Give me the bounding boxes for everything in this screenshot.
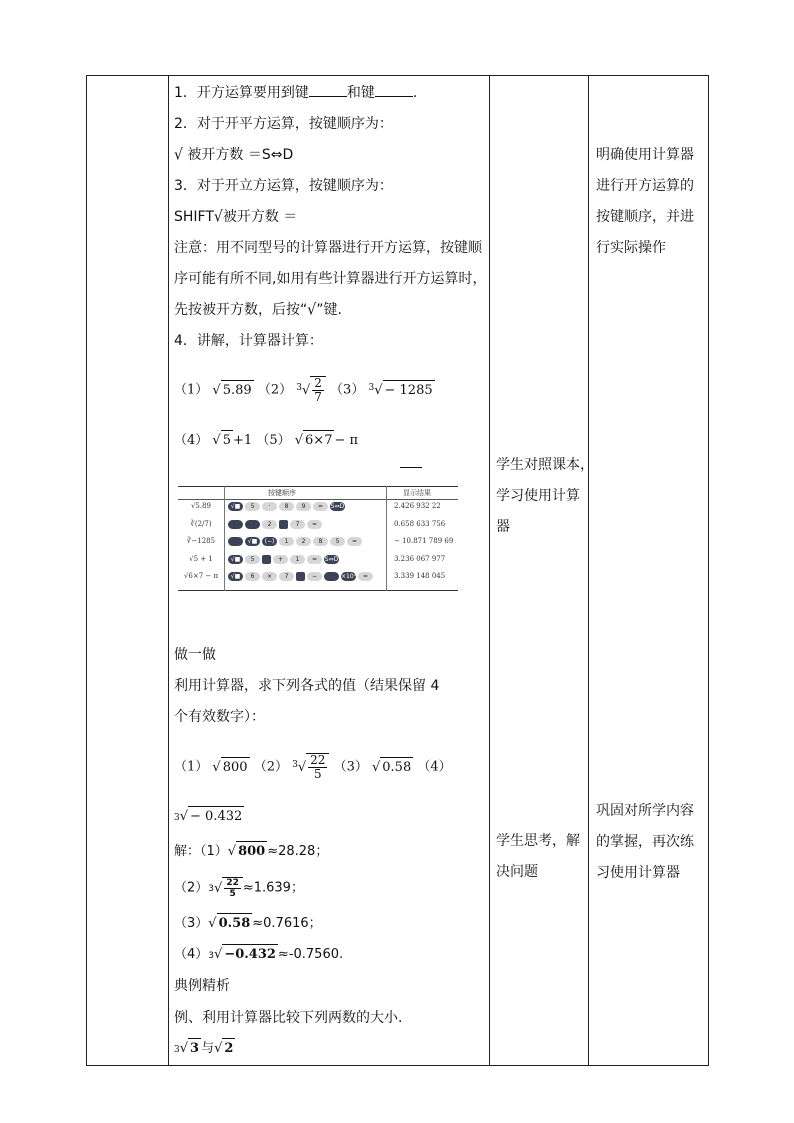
key-sequence (228, 572, 373, 581)
blank-1 (309, 84, 347, 97)
calculator-key-icon: = (307, 520, 322, 529)
keypress-row (178, 520, 458, 538)
calculator-key-icon: √■ (228, 572, 243, 581)
keypress-row (178, 537, 458, 555)
calculator-key-icon: 6 (245, 572, 260, 581)
cbrt-expression: √ −0.432 (214, 944, 278, 965)
key-sequence (228, 537, 362, 546)
calculator-key-icon: = (347, 537, 362, 546)
calculator-key-icon: ×10ˣ (341, 573, 357, 580)
note-line-2: 序可能有所不同,如用有些计算器进行开方运算时， (174, 271, 487, 287)
calculator-key-icon: √■ (228, 555, 243, 564)
line-4: 3．对于开立方运算，按键顺序为： (174, 178, 393, 194)
calculator-key-icon (296, 572, 305, 581)
calculator-key-icon: 5 (330, 537, 345, 546)
line-1: 1．开方运算要用到键 和键 . (174, 85, 418, 101)
sqrt-expression: √ 2 (214, 1038, 235, 1059)
sqrt-expression: √ 0.58 (372, 757, 413, 778)
calculator-key-icon: 9 (296, 502, 311, 511)
note-line-1: 注意：用不同型号的计算器进行开方运算，按键顺 (174, 240, 482, 256)
sqrt-expression: √ 6×7 (295, 430, 335, 451)
cbrt-expression: √ − 1285 (374, 380, 434, 401)
sqrt-key-symbol: √ (213, 208, 223, 226)
keypress-row (178, 572, 458, 590)
blank-2 (375, 84, 413, 97)
examples-row-2: （4） √ 5 +1 （5） √ 6×7 − π (174, 430, 358, 451)
calculator-key-icon: 5 (245, 502, 260, 511)
calculator-key-icon: 8 (313, 537, 328, 546)
sqrt-expression: √ 5 (212, 430, 233, 451)
practice-desc-2: 个有效数字）： (174, 709, 265, 725)
calculator-key-icon: 7 (279, 572, 294, 581)
cbrt-expression: √ − 0.432 (180, 806, 245, 827)
sqrt-key-symbol: √ (307, 301, 317, 319)
keypress-result: − 10.871 789 69 (394, 537, 454, 545)
line-4-heading: 4．讲解，计算器计算： (174, 333, 323, 349)
keypress-expression: √6×7 − π (183, 572, 219, 580)
practice-desc-1: 利用计算器，求下列各式的值（结果保留 4 (174, 678, 440, 694)
sqrt-expression: √ 800 (228, 841, 267, 862)
keypress-expression: √5 + 1 (189, 554, 213, 563)
calculator-key-icon: √■ (245, 537, 260, 546)
calculator-key-icon: 1 (279, 537, 294, 546)
example-problem: 例、利用计算器比较下列两数的大小. (174, 1010, 403, 1026)
keypress-result: 3.339 148 045 (394, 572, 446, 580)
key-sequence (228, 520, 322, 529)
example-title: 典例精析 (174, 978, 230, 994)
calculator-key-icon: 1 (290, 555, 305, 564)
practice-items: （1） √ 800 （2） $^3$√ $\frac{22}{5}$ （3） √ 0.58 （4） (174, 753, 452, 781)
calculator-key-icon: − (307, 572, 322, 581)
sqrt-expression: √ 800 (212, 757, 249, 778)
cbrt-fraction: √ $\frac{2}{7}$ (302, 376, 326, 404)
student-activity-1: 学生对照课本， 学习使用计算 器 (496, 457, 594, 535)
calculator-key-icon: 2 (262, 520, 277, 529)
design-intent-1: 明确使用计算器 进行开方运算的 按键顺序，并进 行实际操作 (596, 147, 694, 256)
cbrt-fraction: √ $\frac{22}{5}$ (298, 753, 330, 781)
solution-2: $(2)^3√$ $\frac{22}{5}$ ≈1.639； (174, 878, 304, 899)
practice-item-4: $^3$√ − 0.432 (174, 806, 244, 827)
cbrt-fraction: √ $\frac{22}{5}$ (214, 877, 243, 899)
solution-1: 解：（1）√ 800 ≈28.28； (174, 841, 328, 862)
solution-3: （3）√ 0.58 ≈0.7616； (174, 913, 322, 934)
design-intent-2: 巩固对所学内容 的掌握，再次练 习使用计算器 (596, 803, 694, 881)
calculator-key-icon (228, 537, 243, 546)
keypress-header: 按键顺序 (268, 489, 296, 497)
calculator-key-icon: 7 (290, 520, 305, 529)
column-divider (168, 75, 169, 1065)
example-compare: $^3$√ 3 与√ 2 (174, 1038, 235, 1059)
result-header: 显示结果 (403, 489, 431, 497)
calculator-key-icon: · (262, 502, 277, 511)
calculator-key-icon: = (313, 502, 328, 511)
solution-4: $(4)^3√ -0.432 \approx-0.7560$. (174, 944, 343, 965)
column-divider (489, 75, 490, 1065)
calculator-key-icon (245, 520, 260, 529)
keypress-expression: ∛−1285 (186, 537, 216, 545)
calculator-key-icon: S⇔D (324, 555, 339, 563)
keypress-table (178, 486, 458, 591)
key-sequence (228, 502, 345, 511)
keypress-result: 0.658 633 756 (394, 519, 446, 528)
calculator-key-icon: = (358, 572, 373, 581)
line-2: 2．对于开平方运算，按键顺序为： (174, 116, 393, 132)
keypress-expression: √5.89 (190, 502, 212, 510)
calculator-key-icon (324, 572, 339, 581)
examples-row-1: （1） √ 5.89 （2） $^3$√ $\frac{2}{7}$ （3） $^3$√ − 1285 (174, 376, 433, 404)
calculator-key-icon: √■ (228, 502, 243, 511)
keypress-result: 3.236 067 977 (394, 554, 446, 563)
divider-dash (400, 467, 422, 468)
calculator-key-icon (279, 520, 288, 529)
calculator-key-icon: (−) (262, 537, 277, 546)
keypress-row (178, 502, 458, 520)
calculator-key-icon: = (307, 555, 322, 564)
student-activity-2: 学生思考，解 决问题 (496, 833, 580, 880)
key-sequence (228, 555, 339, 564)
sqrt-key-symbol: √ (174, 146, 183, 164)
calculator-key-icon (262, 555, 271, 564)
calculator-key-icon: × (262, 572, 277, 581)
line-3: √ 被开方数 ＝S⇔D (174, 145, 293, 165)
cbrt-expression: √ 3 (180, 1038, 201, 1059)
calculator-key-icon: S⇔D (330, 503, 345, 510)
calculator-key-icon: 8 (279, 502, 294, 511)
calculator-key-icon: 2 (296, 537, 311, 546)
calculator-key-icon (228, 520, 243, 529)
keypress-row (178, 555, 458, 573)
calculator-key-icon: 5 (245, 555, 260, 564)
column-divider (588, 75, 589, 1065)
sqrt-expression: √ 5.89 (212, 380, 253, 401)
line-5: SHIFT√被开方数 ＝ (174, 207, 297, 227)
note-line-3: 先按被开方数，后按“√”键. (174, 300, 342, 320)
calculator-key-icon: + (273, 555, 288, 564)
sqrt-expression: √ 0.58 (208, 913, 252, 934)
keypress-expression: ∛(2/7) (190, 519, 212, 528)
keypress-result: 2.426 932 22 (394, 502, 441, 510)
practice-title: 做一做 (174, 647, 216, 663)
